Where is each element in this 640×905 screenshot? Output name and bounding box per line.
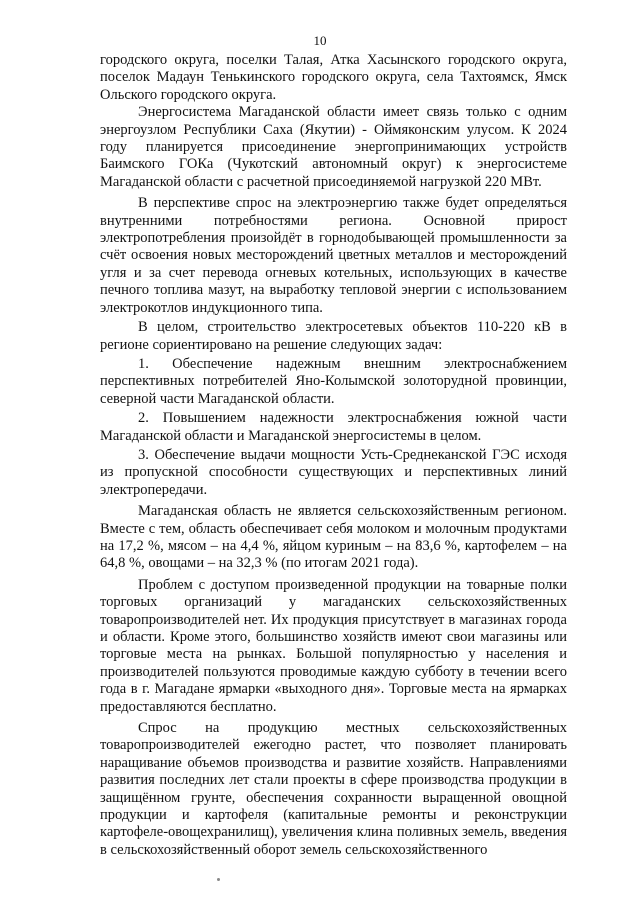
paragraph-demand-outlook: В перспективе спрос на электроэнергию также будет определяться внутренними потребностями региона. Основной прирост электропотребления произойдёт в горнодобывающей промышленности за счёт освоения новых месторождений цветных металлов и месторождений угля и за счет перевода огневых котельных, использующих в качестве печного топлива мазут, на выработку тепловой энергии с использованием электрокотлов индукционного типа. — [100, 195, 567, 316]
paragraph-demand-growth: Спрос на продукцию местных сельскохозяйственных товаропроизводителей ежегодно растет, что позволяет планировать наращивание объемов производства и развитие хозяйств. Направлениями развития последних лет стали проекты в сфере производства продукции в защищённом грунте, обеспечения сохранности выращенной овощной продукции и картофеля (капитальные ремонты и реконструкции картофеле-овощехранилищ), увеличения клина поливных земель, введения в сельскохозяйственный оборот земель сельскохозяйственного — [100, 720, 567, 858]
list-item-2: 2. Повышением надежности электроснабжения южной части Магаданской области и Магаданской энергосистемы в целом. — [100, 410, 567, 444]
list-item-1: 1. Обеспечение надежным внешним электроснабжением перспективных потребителей Яно-Колымской золоторудной провинции, северной части Магаданской области. — [100, 355, 567, 407]
document-body — [100, 52, 567, 859]
paragraph-energy-system: Энергосистема Магаданской области имеет связь только с одним энергоузлом Республики Саха (Якутии) - Оймяконским улусом. К 2024 году планируется присоединение энергопринимающих устройств Баимского ГОКа (Чукотский автономный округ) к энергосистеме Магаданской области с расчетной присоединяемой нагрузкой 220 МВт. — [100, 104, 567, 190]
list-item-3: 3. Обеспечение выдачи мощности Усть-Среднеканской ГЭС исходя из пропускной способности существующих и перспективных линий электропередачи. — [100, 446, 567, 498]
paragraph-market-access: Проблем с доступом произведенной продукции на товарные полки торговых организаций у магаданских сельскохозяйственных товаропроизводителей нет. Их продукция присутствует в магазинах города и области. Кроме этого, большинство хозяйств имеют свои магазины или торговые места на рынках. Большой популярностью у населения и производителей пользуются проводимые каждую субботу в течении всего года в г. Магадане ярмарки «выходного дня». Торговые места на ярмарках предоставляются бесплатно. — [100, 576, 567, 715]
paragraph-settlements-continued: городского округа, поселки Талая, Атка Хасынского городского округа, поселок Мадаун Тенькинского городского округа, села Тахтоямск, Ямск Ольского городского округа. — [100, 52, 567, 103]
paragraph-agriculture: Магаданская область не является сельскохозяйственным регионом. Вместе с тем, область обеспечивает себя молоком и молочным продуктами на 17,2 %, мясом – на 4,4 %, яйцом куриным – на 83,6 %, картофелем – на 64,8 %, овощами – на 32,3 % (по итогам 2021 года). — [100, 503, 567, 572]
page-number: 10 — [313, 33, 327, 48]
scan-speck — [217, 878, 220, 881]
paragraph-grid-construction: В целом, строительство электросетевых объектов 110-220 кВ в регионе сориентировано на решение следующих задач: — [100, 319, 567, 353]
